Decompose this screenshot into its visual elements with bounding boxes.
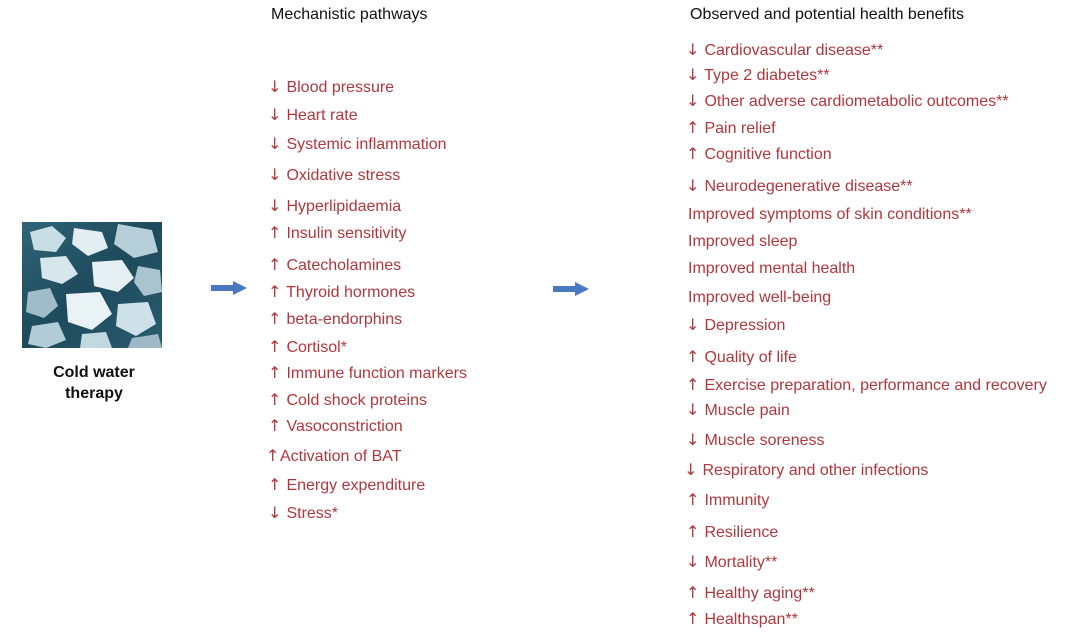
mechanistic-item [266,446,402,467]
mechanistic-item-label: Cortisol* [286,339,347,356]
benefit-item-label: Respiratory and other infections [702,462,929,479]
direction-arrow-icon: ↑ [268,475,282,494]
benefit-item-label: Immunity [704,492,770,509]
direction-arrow-icon: ↓ [268,105,282,124]
benefit-item-label: Improved symptoms of skin conditions** [688,206,972,223]
benefit-item [686,315,785,336]
direction-arrow-icon: ↑ [686,583,700,602]
benefit-item-label: Type 2 diabetes** [704,67,830,84]
benefit-item-label: Neurodegenerative disease** [704,178,913,195]
benefit-item [686,91,1009,112]
benefit-item-label: Healthy aging** [704,585,815,602]
mechanistic-item-label: Immune function markers [286,365,467,382]
mechanistic-item [268,255,401,276]
direction-arrow-icon: ↓ [686,40,700,59]
mechanistic-item [268,134,447,155]
mechanistic-item-label: Vasoconstriction [286,418,403,435]
mechanistic-item-label: Oxidative stress [286,167,401,184]
cold-water-therapy-label [22,362,166,404]
mechanistic-item-label: Cold shock proteins [286,392,427,409]
benefit-item [688,232,797,252]
direction-arrow-icon: ↑ [686,609,700,628]
direction-arrow-icon: ↓ [686,552,700,571]
mechanistic-item [268,309,402,330]
benefit-item [686,583,815,604]
direction-arrow-icon: ↓ [268,77,282,96]
direction-arrow-icon: ↑ [268,309,282,328]
benefit-item [688,288,831,308]
benefit-item-label: Improved well-being [688,289,832,306]
mechanistic-item-label: Stress* [286,505,339,522]
direction-arrow-icon: ↓ [686,430,700,449]
direction-arrow-icon: ↑ [268,390,282,409]
benefit-item [684,460,928,481]
direction-arrow-icon: ↑ [686,144,700,163]
benefit-item-label: Quality of life [704,349,797,366]
benefit-item-label: Improved sleep [688,233,798,250]
direction-arrow-icon: ↑ [686,490,700,509]
mechanistic-item-label: Energy expenditure [286,477,426,494]
mechanistic-item-label: Activation of BAT [280,448,402,465]
benefit-item-label: Depression [704,317,786,334]
mechanistic-item [268,223,407,244]
mechanistic-item [268,196,401,217]
mechanistic-item-label: Blood pressure [286,79,395,96]
direction-arrow-icon: ↑ [268,223,282,242]
mechanistic-item [268,475,425,496]
benefit-item [686,522,778,543]
benefit-item-label: Cognitive function [704,146,832,163]
benefit-item [686,144,832,165]
mechanistic-item-label: Thyroid hormones [286,284,416,301]
mechanistic-item-label: Heart rate [286,107,358,124]
direction-arrow-icon: ↑ [266,446,280,465]
direction-arrow-icon: ↑ [268,363,282,382]
benefit-item-label: Resilience [704,524,779,541]
flow-arrow-right-icon [211,281,247,295]
direction-arrow-icon: ↓ [268,503,282,522]
benefit-item [686,490,769,511]
benefit-item-label: Cardiovascular disease** [704,42,884,59]
flow-arrow-right-icon [553,282,589,296]
direction-arrow-icon: ↓ [268,196,282,215]
benefit-item [686,118,776,139]
mechanistic-item [268,390,427,411]
mechanistic-item [268,503,338,524]
benefit-item-label: Healthspan** [704,611,798,628]
benefit-item [686,40,883,61]
mechanistic-item-label: Hyperlipidaemia [286,198,402,215]
direction-arrow-icon: ↓ [686,91,700,110]
direction-arrow-icon: ↑ [686,522,700,541]
mechanistic-item-label: Systemic inflammation [286,136,447,153]
mechanistic-item [268,105,358,126]
benefit-item [686,430,825,451]
benefit-item [686,609,798,630]
direction-arrow-icon: ↑ [686,118,700,137]
health-benefits-heading: Observed and potential health benefits [690,6,964,23]
mechanistic-item-label: Insulin sensitivity [286,225,407,242]
mechanistic-pathways-heading: Mechanistic pathways [271,6,428,23]
mechanistic-item [268,282,415,303]
mechanistic-item [268,77,394,98]
benefit-item-label: Pain relief [704,120,776,137]
benefit-item [686,347,797,368]
mechanistic-item-label: Catecholamines [286,257,402,274]
benefit-item [686,400,790,421]
mechanistic-item [268,337,347,358]
direction-arrow-icon: ↑ [686,375,700,394]
benefit-item [686,375,1047,396]
benefit-item [688,205,972,225]
benefit-item [686,552,777,573]
direction-arrow-icon: ↓ [686,315,700,334]
direction-arrow-icon: ↓ [686,65,700,84]
mechanistic-item [268,363,467,384]
benefit-item [686,65,830,86]
cold-water-therapy-label-line1: Cold water [53,364,135,381]
direction-arrow-icon: ↓ [268,165,282,184]
benefit-item-label: Other adverse cardiometabolic outcomes** [704,93,1009,110]
benefit-item-label: Improved mental health [688,260,856,277]
direction-arrow-icon: ↑ [268,337,282,356]
direction-arrow-icon: ↓ [684,460,698,479]
benefit-item-label: Mortality** [704,554,778,571]
direction-arrow-icon: ↓ [686,400,700,419]
direction-arrow-icon: ↑ [268,282,282,301]
benefit-item [688,259,855,279]
mechanistic-item [268,165,400,186]
direction-arrow-icon: ↓ [268,134,282,153]
mechanistic-item-label: beta-endorphins [286,311,403,328]
benefit-item-label: Exercise preparation, performance and recovery [704,377,1047,394]
mechanistic-item [268,416,403,437]
cold-water-ice-image [22,222,162,348]
direction-arrow-icon: ↑ [686,347,700,366]
benefit-item-label: Muscle pain [704,402,790,419]
direction-arrow-icon: ↓ [686,176,700,195]
cold-water-therapy-label-line2: therapy [65,385,123,402]
direction-arrow-icon: ↑ [268,416,282,435]
benefit-item-label: Muscle soreness [704,432,825,449]
direction-arrow-icon: ↑ [268,255,282,274]
benefit-item [686,176,913,197]
